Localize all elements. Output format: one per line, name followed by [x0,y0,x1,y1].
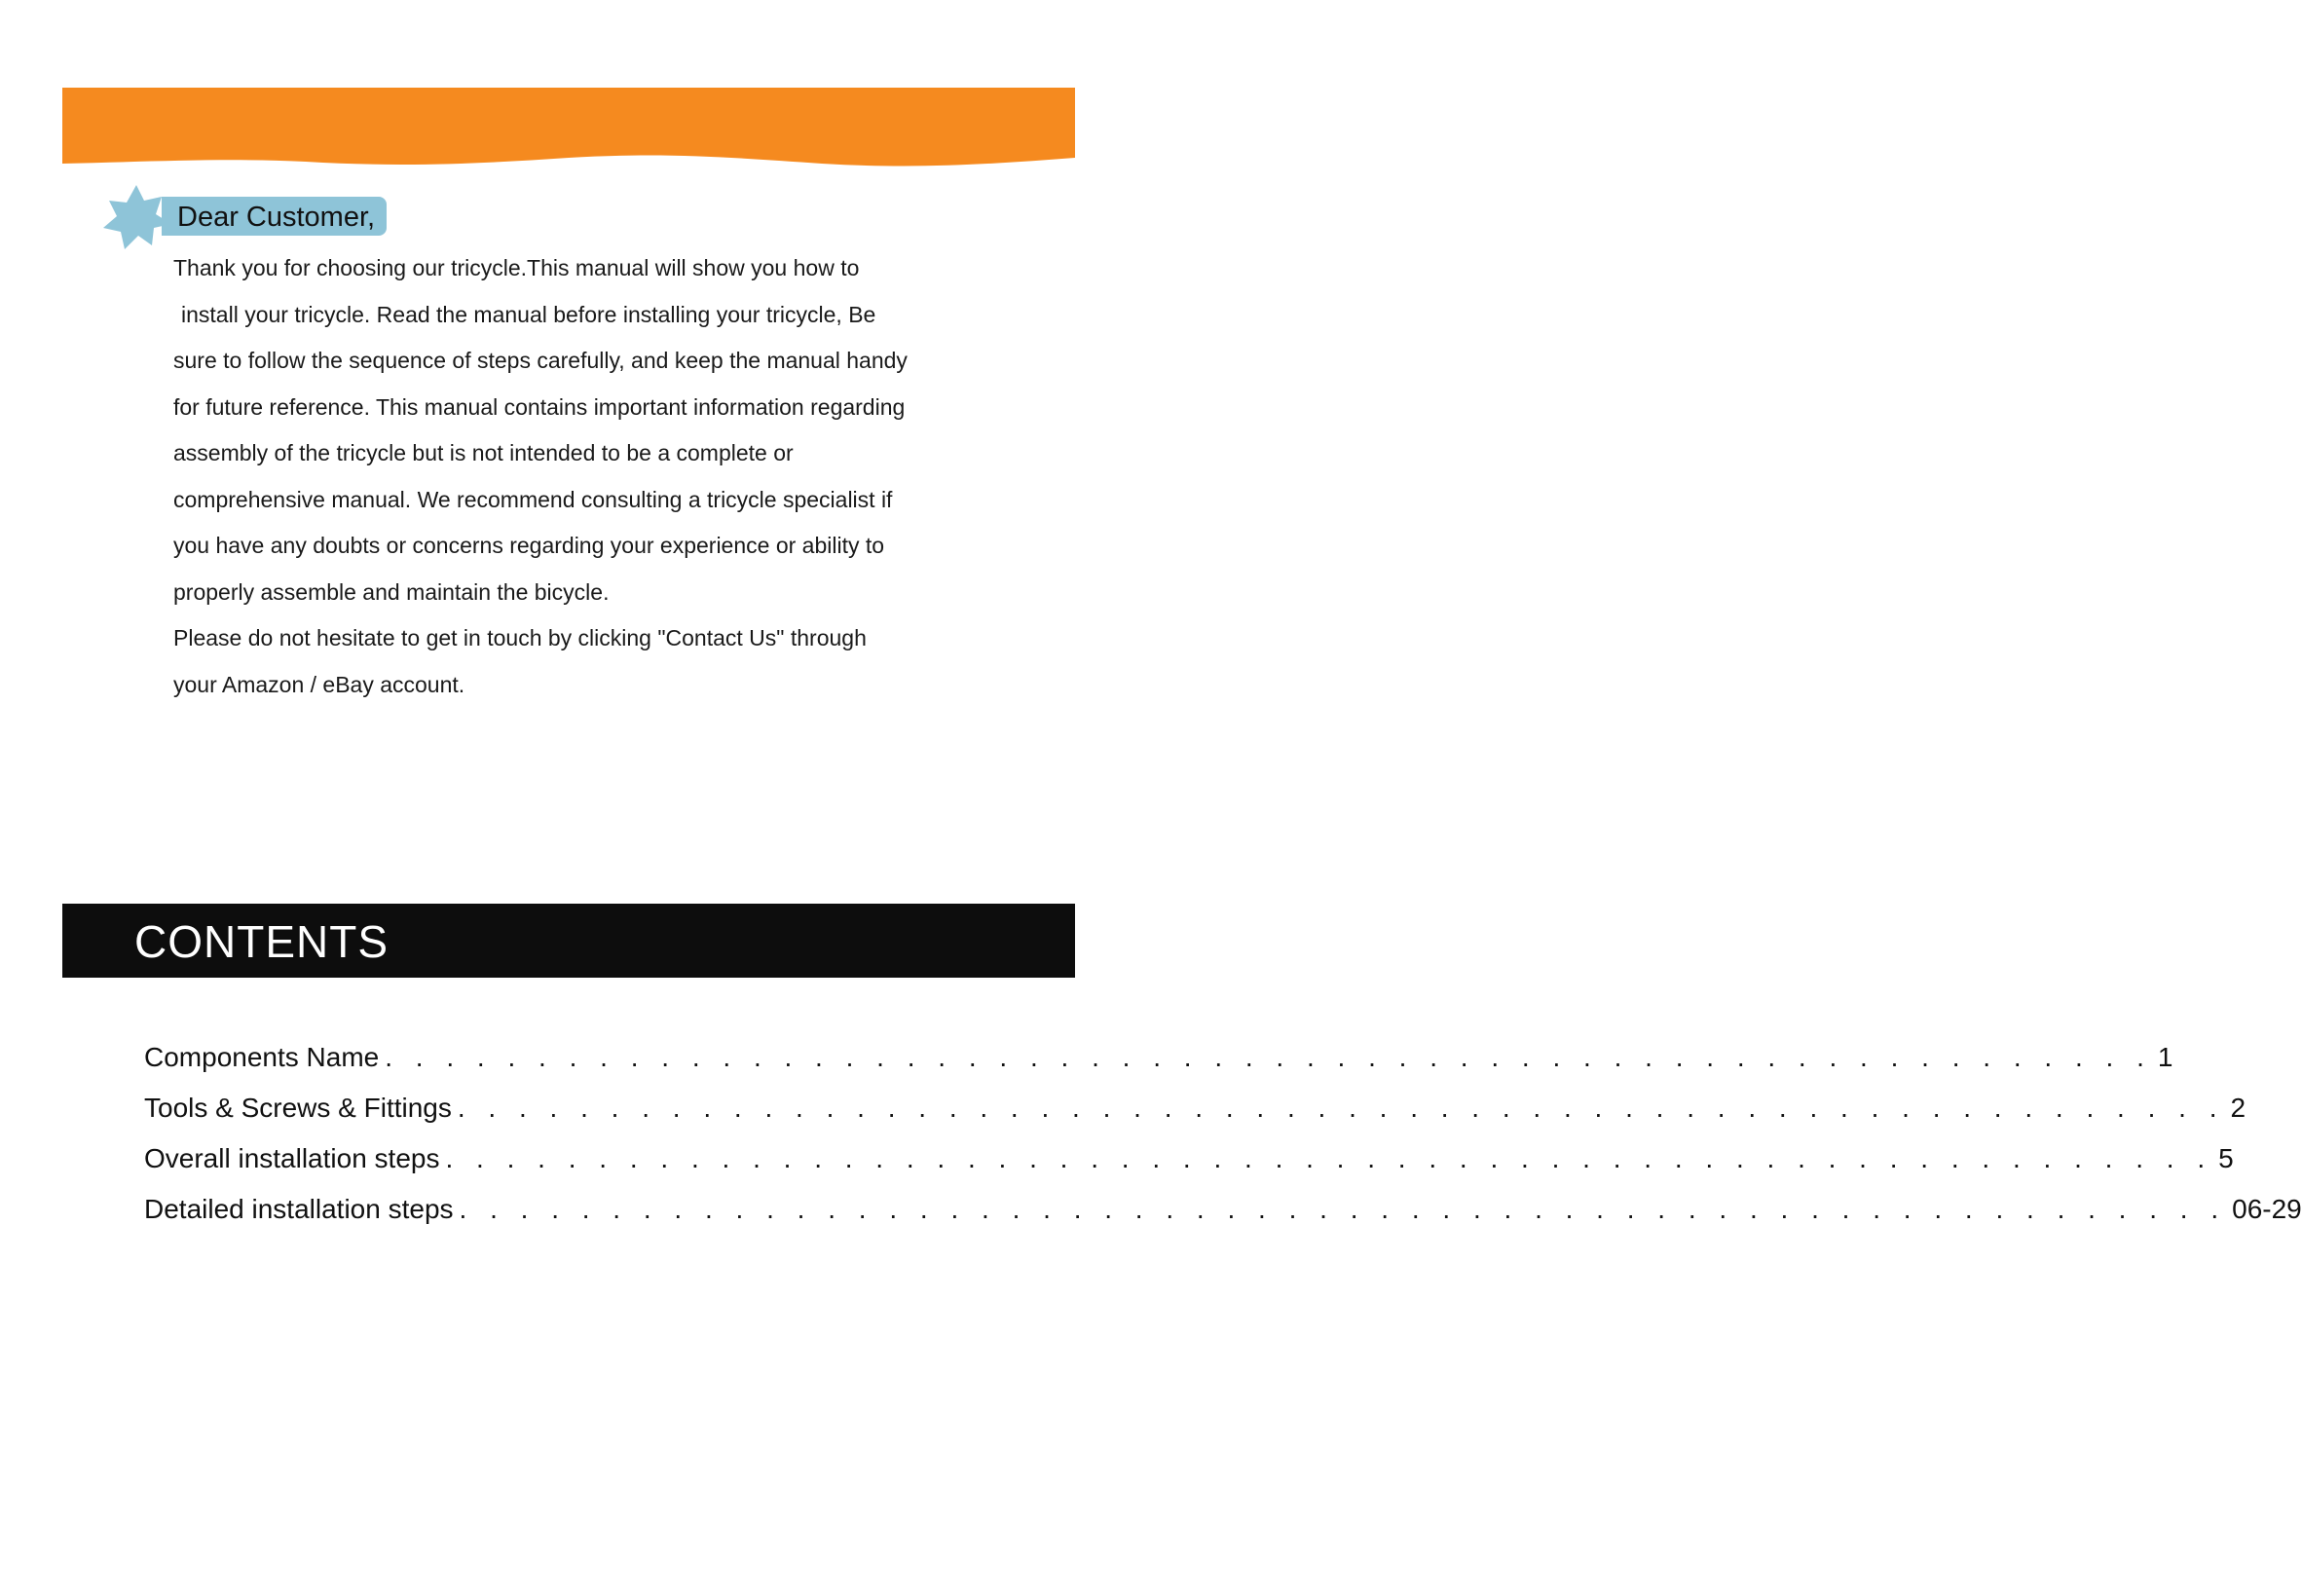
intro-line: your Amazon / eBay account. [173,671,465,697]
table-of-contents [144,1032,2302,1235]
intro-paragraph [173,245,1030,708]
toc-entry [144,1133,2234,1184]
toc-leader-dots: . . . . . . . . . . . . . . . . . . . . . . . . . . . . . . . . . . . . . . . . . . . . . . . . . . . . . . . . . . [445,1143,2213,1173]
intro-line: Please do not hesitate to get in touch by clicking "Contact Us" through [173,625,867,650]
toc-label: Overall installation steps [144,1143,440,1173]
intro-line: properly assemble and maintain the bicycle. [173,578,610,605]
toc-page-number: 06-29 [2232,1194,2302,1224]
toc-label: Tools & Screws & Fittings [144,1093,452,1123]
intro-line: for future reference. This manual contains important information regarding [173,393,906,420]
intro-line: install your tricycle. Read the manual before installing your tricycle, Be [181,301,876,327]
toc-page-number: 5 [2218,1143,2234,1173]
toc-entry [144,1184,2302,1235]
contents-title: CONTENTS [134,916,389,967]
wave-banner-shape [62,88,1075,175]
toc-leader-dots: . . . . . . . . . . . . . . . . . . . . . . . . . . . . . . . . . . . . . . . . . . . . . . . . . . . . . . . . . . [459,1194,2227,1224]
greeting [101,183,510,251]
toc-page-number: 1 [2157,1042,2173,1072]
greeting-label: Dear Customer, [162,197,387,236]
toc-entry [144,1032,2173,1083]
toc-leader-dots: . . . . . . . . . . . . . . . . . . . . . . . . . . . . . . . . . . . . . . . . . . . . . . . . . . . . . . . . . . [385,1042,2152,1072]
intro-line: comprehensive manual. We recommend consulting a tricycle specialist if [173,486,893,512]
intro-line: Thank you for choosing our tricycle.This manual will show you how to [173,255,860,280]
toc-leader-dots: . . . . . . . . . . . . . . . . . . . . . . . . . . . . . . . . . . . . . . . . . . . . . . . . . . . . . . . . . . [457,1093,2225,1123]
intro-line: you have any doubts or concerns regarding your experience or ability to [173,533,885,558]
top-banner [62,88,1075,175]
toc-entry [144,1083,2246,1133]
toc-page-number: 2 [2230,1093,2246,1123]
star-badge-icon [101,183,173,253]
intro-line: assembly of the tricycle but is not intended to be a complete or [173,440,794,465]
toc-label: Components Name [144,1042,380,1072]
intro-line: sure to follow the sequence of steps carefully, and keep the manual handy [173,348,908,373]
toc-label: Detailed installation steps [144,1194,454,1224]
contents-header-bar [62,904,1075,978]
